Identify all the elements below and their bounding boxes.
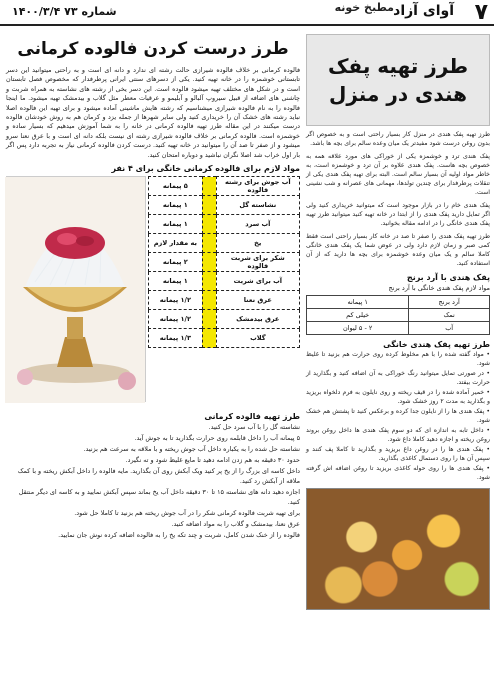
puffs-paragraph: پفک هندی ترد و خوشمزه یکی از خوراکی های مورد علاقه همه به خصوص بچه هاست. پفک هندی علاوه بر آن ترد و خوشمزه است، به خاطر مواد اولیه آن بسیار سالم است. البته برای تهیه پفک هندی یکی از تنقلات پرطرفدار برای چندین تولدها، مهمانی های عصرانه و شب نشینی است. [306, 153, 490, 196]
puffs-title-box [306, 34, 490, 126]
table-row [149, 177, 300, 196]
puffs-prep-heading: طرز تهیه پفک هندی خانگی [383, 340, 490, 349]
table-row [149, 291, 300, 310]
puffs-title-line1: طرز تهیه پفک [327, 54, 469, 78]
ingredient-name: گلاب [216, 329, 299, 348]
puffs-ingredients-table [306, 295, 490, 335]
ingredient-qty: ۲ - ۵ لیوان [307, 322, 409, 335]
ingredient-name: عرق بیدمشک [216, 310, 299, 329]
ingredient-qty: ۵ پیمانه [149, 177, 203, 196]
ingredient-name: آب جوش برای رشته فالوده [216, 177, 299, 196]
list-item: داخل کاسه ای بزرگ را از یخ پر کنید ویک آبکش روی آن بگذارید. مایه فالوده را داخل آبکش ریخته و با کمک ملاقه از آبکش رد کنید. [17, 467, 300, 486]
list-item: نشاسته حل شده را به یکباره داخل آب جوش ریخته و با ملاقه به سرعت هم بزنید. [83, 445, 300, 454]
puffs-photo [306, 488, 490, 610]
puffs-title-line2: هندی در منزل [329, 82, 467, 106]
list-item: • در صورتی تمایل میتوانید رنگ خوراکی به آن اضافه کنید و بگذارید از حرارت بیفتد. [306, 370, 490, 386]
ingredient-qty: ۱/۳ پیمانه [149, 329, 203, 348]
puffs-paragraph: پفک هندی خام را در بازار موجود است که میتوانید خریداری کنید ولی اگر تمایل دارید پفک هندی را از ابتدا در خانه تهیه کنید میتوانید طرز تهیه پفک هندی خانگی را در ادامه مقاله بخوانید. [306, 202, 490, 227]
faloodeh-article [6, 34, 300, 694]
ingredient-name: آب برای شربت [216, 272, 299, 291]
list-item: ۵ پیمانه آب را داخل قابلمه روی حرارت بگذارید تا به جوش آید. [134, 434, 300, 443]
faloodeh-steps [6, 422, 300, 540]
ingredient-qty: ۱ پیمانه [149, 196, 203, 215]
list-item: • مواد گفته شده را با هم مخلوط کرده روی حرارت هم بزنید تا غلیظ شود. [306, 351, 490, 367]
ingredient-name: شکر برای شربت فالوده [216, 253, 299, 272]
faloodeh-photo [6, 176, 146, 402]
faloodeh-dish-illustration [5, 177, 145, 403]
faloodeh-intro: فالوده کرمانی بر خلاف فالوده شیرازی حالت رشته ای ندارد و دانه ای است و به راحتی میتوانید این دسر تابستانی خوشمزه را در خانه تهیه کنید. یکی از دسرهای سنتی ایرانی پرطرفدار که مخصوص فصل تابستان است و در شکل های مختلف تهیه میشود فالوده است. این دسر یخی از رشته های نشاسته به همراه شربت و چاشنی های اضافه از قبیل سیروپ آلبالو و آبلیمو و عرقیات معطر مثل گلاب و بیدمشک تهیه میشود. ما اینجا فالوده را به نام فالوده شیرازی میشناسیم که رشته هایش ماشینی آماده میشود و برای تهیه این فالوده اصلا نباید رشته های خشک آن را خریداری کنید ولی سایر شهرها از جمله یزد و کرمان هم به روش خودشان فالوده درست میکنند در این مقاله طرز تهیه فالوده کرمانی در خانه را به شما آموزش میدهیم که بسیار ساده و خوشمزه است. فالوده کرمانی بر خلاف فالوده شیرازی رشته ای نیست بلکه دانه ای است و با عرق نعنا سرو میشود و از صفر تا صد آن را میتوانید در خانه تهیه کنید. درست کردن فالوده کرمانی نیاز به تجربه دارد پس اگر بار اول خراب شد اصلا نگران نباشید و دوباره امتحان کنید. [6, 66, 300, 159]
list-item: عرق نعنا، بیدمشک و گلاب را به مواد اضافه کنید. [171, 520, 300, 529]
ingredient-qty: ۱/۲ پیمانه [149, 291, 203, 310]
list-item: • پفک هندی ها را در روغن داغ بریزید و بگذارید تا کاملا پف کنند و سپس آن ها را روی دستمال کاغذی بگذارید. [306, 446, 490, 462]
list-item: حدود ۳۰ دقیقه به هم زدن ادامه دهید تا مایع غلیظ شود و ته نگیرد. [125, 456, 300, 465]
ingredient-qty: به مقدار لازم [149, 234, 203, 253]
table-row [149, 196, 300, 215]
table-row [149, 272, 300, 291]
puffs-steps [306, 350, 490, 482]
ingredient-name: یخ [216, 234, 299, 253]
ingredient-name: نمک [409, 309, 490, 322]
faloodeh-ingredients-section [6, 176, 300, 406]
ingredient-name: نشاسته گل [216, 196, 299, 215]
section-name: مطبخ خونه [334, 1, 394, 14]
ingredient-qty: خیلی کم [307, 309, 409, 322]
puffs-ingredients-heading: پفک هندی با آرد برنج [406, 273, 490, 282]
table-row [307, 322, 490, 335]
faloodeh-ingredients-heading: مواد لازم برای فالوده کرمانی خانگی برای ۴ نفر [111, 164, 300, 174]
list-item: • داخل تابه به اندازه ای که دو سوم پفک هندی ها داخل روغن بروند روغن ریخته و اجازه دهید کاملا داغ شود. [306, 427, 490, 443]
faloodeh-ingredients-table [148, 176, 300, 348]
table-row [307, 309, 490, 322]
ingredient-name: آب سرد [216, 215, 299, 234]
list-item: برای تهیه شربت فالوده کرمانی شکر را در آب جوش ریخته هم بزنید تا کاملا حل شود. [74, 509, 300, 518]
page-number: ۷ [474, 0, 488, 25]
ingredient-name: عرق نعنا [216, 291, 299, 310]
puffs-paragraph: طرز تهیه پفک هندی را صفر تا صد در خانه کار بسیار راحتی است فقط کمی صبر و زمان لازم دارد ولی در عوض شما یک پفک هندی خانگی کاملا سالم و یک میان وعده خوشمزه برای بچه ها دارید که از آن استفاده کنید. [306, 233, 490, 267]
list-item: فالوده را از خنک شدن کامل، شربت و چند تکه یخ را به فالوده اضافه کرده نوش جان نمایید. [58, 531, 300, 540]
table-row [307, 296, 490, 309]
table-row [149, 215, 300, 234]
list-item: نشاسته گل را با آب سرد حل کنید. [208, 423, 300, 432]
list-item: • پفک هندی ها را از نایلون جدا کرده و برعکس کنید تا پشتش هم خشک شود. [306, 408, 490, 424]
puffs-paragraph: طرز تهیه پفک هندی در منزل کار بسیار راحتی است و به خصوص اگر بدون روغن درست شود مفیدتر یک میان وعده سالم برای بچه ها باشد. [306, 131, 490, 147]
issue-info: شماره ۷۳ ۱۴۰۰/۳/۴ [12, 5, 117, 18]
list-item: اجازه دهید دانه های نشاسته ۱۵ تا ۳۰ دقیقه داخل آب یخ بماند سپس آبکش نمایید و به کاسه ای دیگر منتقل کنید. [18, 488, 300, 507]
ingredient-name: آرد برنج [409, 296, 490, 309]
table-row [149, 310, 300, 329]
faloodeh-prep-heading: طرز تهیه فالوده کرمانی [204, 412, 300, 422]
table-row [149, 329, 300, 348]
list-item: • پفک هندی ها را روی حوله کاغذی بریزید تا روغن اضافه اش گرفته شود. [306, 465, 490, 481]
list-item: • خمیر آماده شده را در قیف ریخته و روی نایلون به فرم دلخواه بریزید و بگذارید به مدت ۲ روز خشک شود. [306, 389, 490, 405]
table-row [149, 253, 300, 272]
magazine-logo: آوای آزاد [393, 3, 454, 19]
faloodeh-title: طرز درست کردن فالوده کرمانی [17, 39, 289, 59]
ingredient-qty: ۱/۲ پیمانه [149, 310, 203, 329]
puffs-ingredients-subheading: مواد لازم پفک هندی خانگی با آرد برنج [388, 284, 490, 292]
table-row [149, 234, 300, 253]
ingredient-qty: ۱ پیمانه [149, 215, 203, 234]
ingredient-qty: ۲ پیمانه [149, 253, 203, 272]
ingredient-name: آب [409, 322, 490, 335]
page-header [0, 0, 494, 26]
ingredient-qty: ۱ پیمانه [149, 272, 203, 291]
ingredient-qty: ۱ پیمانه [307, 296, 409, 309]
puffs-article [306, 34, 490, 694]
